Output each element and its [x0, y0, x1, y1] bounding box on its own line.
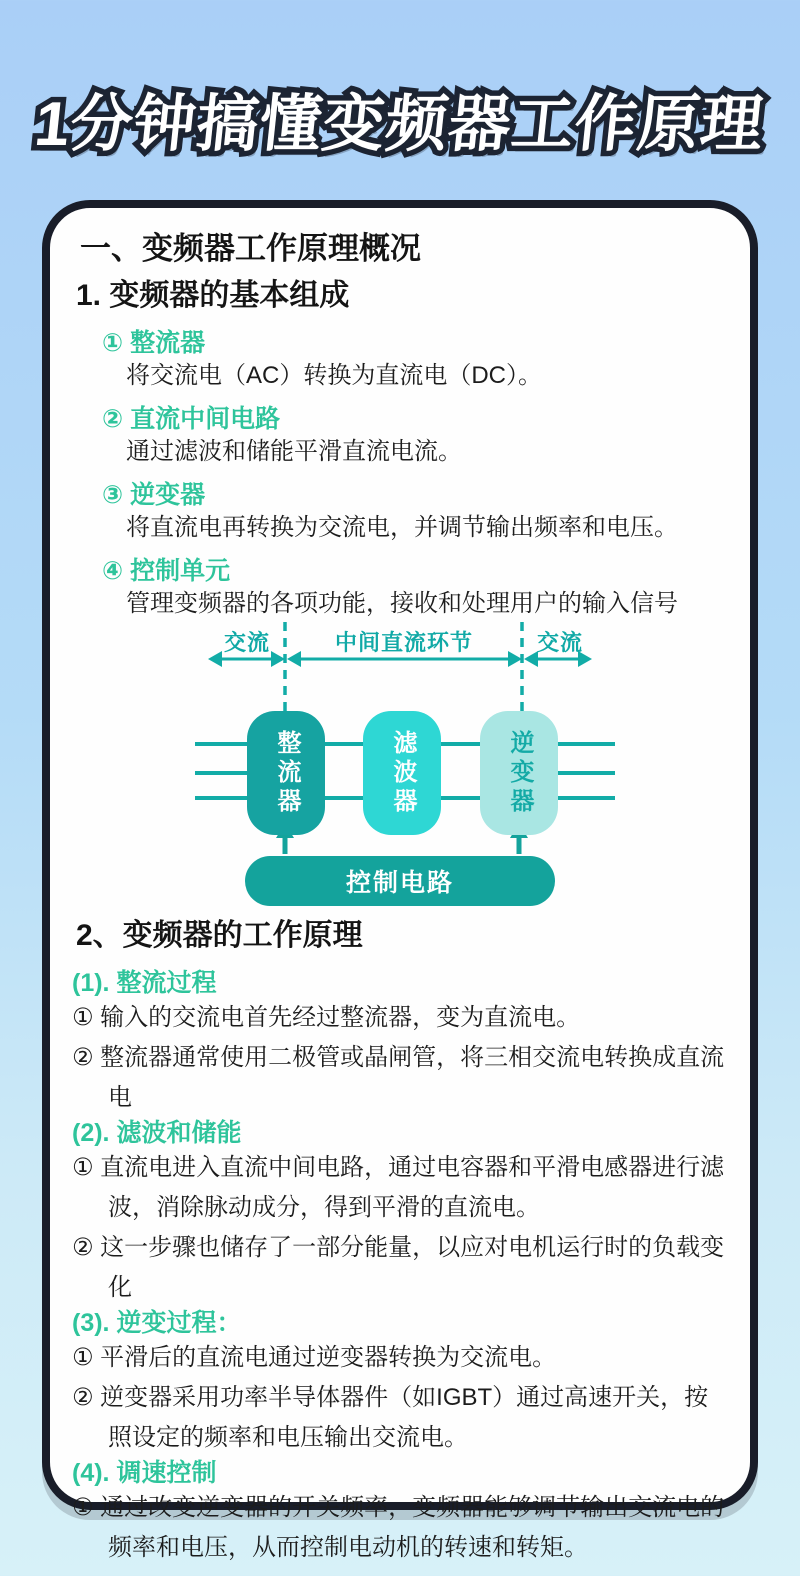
component-desc-rectifier: 将交流电（AC）转换为直流电（DC）。 [126, 362, 543, 389]
principle-group [72, 1118, 732, 1308]
principle-point: ① 平滑后的直流电通过逆变器转换为交流电。 [72, 1344, 557, 1371]
component-item [72, 480, 732, 544]
inverter-block-diagram [152, 616, 652, 908]
component-item [72, 328, 732, 392]
component-label-rectifier: ① 整流器 [102, 329, 206, 357]
section1-subheading: 1. 变频器的基本组成 [76, 279, 350, 312]
section2-heading: 2、变频器的工作原理 [76, 919, 363, 952]
component-item [72, 556, 732, 620]
diagram-box-inverter [480, 711, 558, 835]
diagram-control-circuit: 控制电路 [245, 856, 555, 906]
zone-label-dc-link: 中间直流环节 [334, 630, 474, 655]
component-label-dc-link: ② 直流中间电路 [102, 405, 281, 433]
page-title: 1分钟搞懂变频器工作原理 [31, 90, 768, 159]
principle-point: ② 这一步骤也储存了一部分能量，以应对电机运行时的负载变化 [72, 1234, 725, 1301]
component-label-inverter: ③ 逆变器 [102, 481, 206, 509]
zone-label-ac-output: 交流 [536, 630, 584, 655]
zone-label-ac-input: 交流 [223, 630, 271, 655]
group-label-inversion: (3). 逆变过程： [72, 1309, 242, 1337]
diagram-box-filter-label: 滤波器 [389, 729, 416, 817]
principle-point: ① 通过改变逆变器的开关频率，变频器能够调节输出交流电的频率和电压，从而控制电动机的转速和转矩。 [72, 1494, 725, 1561]
group-label-speed-control: (4). 调速控制 [72, 1459, 217, 1487]
diagram-box-rectifier [247, 711, 325, 835]
component-item [72, 404, 732, 468]
diagram-box-rectifier-label: 整流器 [273, 729, 300, 817]
component-desc-inverter: 将直流电再转换为交流电，并调节输出频率和电压。 [126, 514, 678, 541]
diagram-box-filter [363, 711, 441, 835]
principle-group [72, 1308, 732, 1458]
component-label-control-unit: ④ 控制单元 [102, 557, 231, 585]
principle-group [72, 1458, 732, 1568]
component-desc-control-unit: 管理变频器的各项功能，接收和处理用户的输入信号 [126, 590, 678, 617]
principle-point: ② 逆变器采用功率半导体器件（如IGBT）通过高速开关，按照设定的频率和电压输出交流电。 [72, 1384, 709, 1451]
component-desc-dc-link: 通过滤波和储能平滑直流电流。 [126, 438, 462, 465]
section1-heading: 一、变频器工作原理概况 [80, 231, 421, 266]
principle-point: ① 直流电进入直流中间电路，通过电容器和平滑电感器进行滤波，消除脉动成分，得到平滑的直流电。 [72, 1154, 725, 1221]
principle-point: ② 整流器通常使用二极管或晶闸管，将三相交流电转换成直流电 [72, 1044, 725, 1111]
group-label-rectification: (1). 整流过程 [72, 969, 217, 997]
group-label-filtering: (2). 滤波和储能 [72, 1119, 242, 1147]
principle-point: ① 输入的交流电首先经过整流器，变为直流电。 [72, 1004, 581, 1031]
principle-group [72, 968, 732, 1118]
content-card [42, 200, 758, 1561]
diagram-box-inverter-label: 逆变器 [506, 729, 533, 817]
